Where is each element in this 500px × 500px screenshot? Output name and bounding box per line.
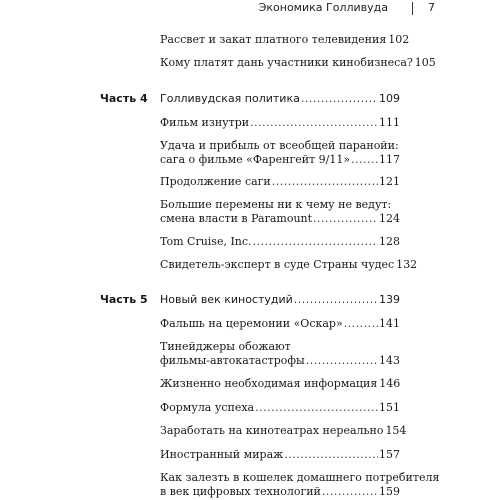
dot-leader <box>255 401 378 415</box>
toc-entry-title: в век цифровых технологий <box>160 485 321 498</box>
toc-entry-page: 132 <box>396 258 418 271</box>
toc-entry-title: Формула успеха <box>160 401 255 414</box>
toc-entry-title: Tom Cruise, Inc. <box>160 235 252 248</box>
toc-entry-title-line: Большие перемены ни к чему не ведут: <box>160 198 392 211</box>
toc-entry[interactable] <box>160 175 400 189</box>
dot-leader <box>322 485 378 499</box>
toc-entry-title-line: Удача и прибыль от всеобщей паранойи: <box>160 139 399 152</box>
toc-entry-page: 102 <box>388 33 410 46</box>
toc-entry-page: 124 <box>379 212 400 225</box>
toc-entry-page: 159 <box>379 485 400 498</box>
toc-entry-page: 143 <box>379 354 400 367</box>
toc-entry[interactable] <box>160 317 400 331</box>
dot-leader <box>253 235 378 249</box>
toc-entry[interactable] <box>160 401 400 415</box>
toc-entry[interactable] <box>160 377 400 391</box>
toc-entry-title: Жизненно необходимая информация <box>160 377 378 390</box>
dot-leader <box>301 92 378 106</box>
dot-leader <box>306 354 378 368</box>
part-label-4: Часть 4 <box>100 92 148 105</box>
toc-part-entry[interactable] <box>160 293 400 307</box>
dot-leader <box>272 175 378 189</box>
dot-leader <box>294 293 378 307</box>
toc-entry-page: 128 <box>379 235 400 248</box>
part-label-5: Часть 5 <box>100 293 148 306</box>
running-header-page-number: 7 <box>428 1 435 14</box>
running-header-title: Экономика Голливуда <box>258 1 388 14</box>
toc-entry-title: Рассвет и закат платного телевидения <box>160 33 387 46</box>
header-divider <box>412 2 413 15</box>
toc-entry-page: 111 <box>379 116 400 129</box>
toc-entry-title: Фильм изнутри <box>160 116 250 129</box>
toc-entry-page: 154 <box>385 424 407 437</box>
toc-entry-page: 105 <box>414 56 436 69</box>
dot-leader <box>351 153 378 167</box>
toc-entry-title: Голливудская политика <box>160 92 300 105</box>
toc-entry-title-line: Тинейджеры обожают <box>160 340 291 353</box>
dot-leader <box>344 317 378 331</box>
toc-entry[interactable] <box>160 424 407 438</box>
toc-entry-page: 117 <box>379 153 400 166</box>
toc-entry[interactable] <box>160 116 400 130</box>
toc-entry[interactable] <box>160 340 400 368</box>
toc-entry-page: 146 <box>379 377 401 390</box>
toc-entry[interactable] <box>160 198 400 226</box>
toc-entry-title: Свидетель-эксперт в суде Страны чудес <box>160 258 395 271</box>
toc-entry[interactable] <box>160 235 400 249</box>
toc-entry-page: 151 <box>379 401 400 414</box>
toc-entry-page: 121 <box>379 175 400 188</box>
toc-entry[interactable] <box>160 258 418 272</box>
toc-entry-title: Фальшь на церемонии «Оскар» <box>160 317 343 330</box>
toc-entry-title: Кому платят дань участники кинобизнеса? <box>160 56 413 69</box>
running-header <box>0 1 500 17</box>
toc-entry-title: смена власти в Paramount <box>160 212 313 225</box>
toc-entry-title: Продолжение саги <box>160 175 271 188</box>
toc-entry-page: 141 <box>379 317 400 330</box>
toc-entry-title: Иностранный мираж <box>160 448 284 461</box>
toc-entry-title-line: Как залезть в кошелек домашнего потребителя <box>160 471 440 484</box>
dot-leader <box>313 212 378 226</box>
toc-entry[interactable] <box>160 56 436 70</box>
toc-entry-page: 139 <box>379 293 400 306</box>
toc-entry[interactable] <box>160 471 440 499</box>
toc-entry[interactable] <box>160 139 400 167</box>
toc-entry-page: 157 <box>379 448 400 461</box>
toc-entry[interactable] <box>160 33 410 47</box>
dot-leader <box>250 116 378 130</box>
toc-entry-title: Заработать на кинотеатрах нереально <box>160 424 384 437</box>
toc-entry-title: Новый век киностудий <box>160 293 293 306</box>
toc-entry[interactable] <box>160 448 400 462</box>
toc-entry-page: 109 <box>379 92 400 105</box>
toc-entry-title: сага о фильме «Фаренгейт 9/11» <box>160 153 351 166</box>
toc-part-entry[interactable] <box>160 92 400 106</box>
dot-leader <box>284 448 378 462</box>
toc-entry-title: фильмы-автокатастрофы <box>160 354 305 367</box>
